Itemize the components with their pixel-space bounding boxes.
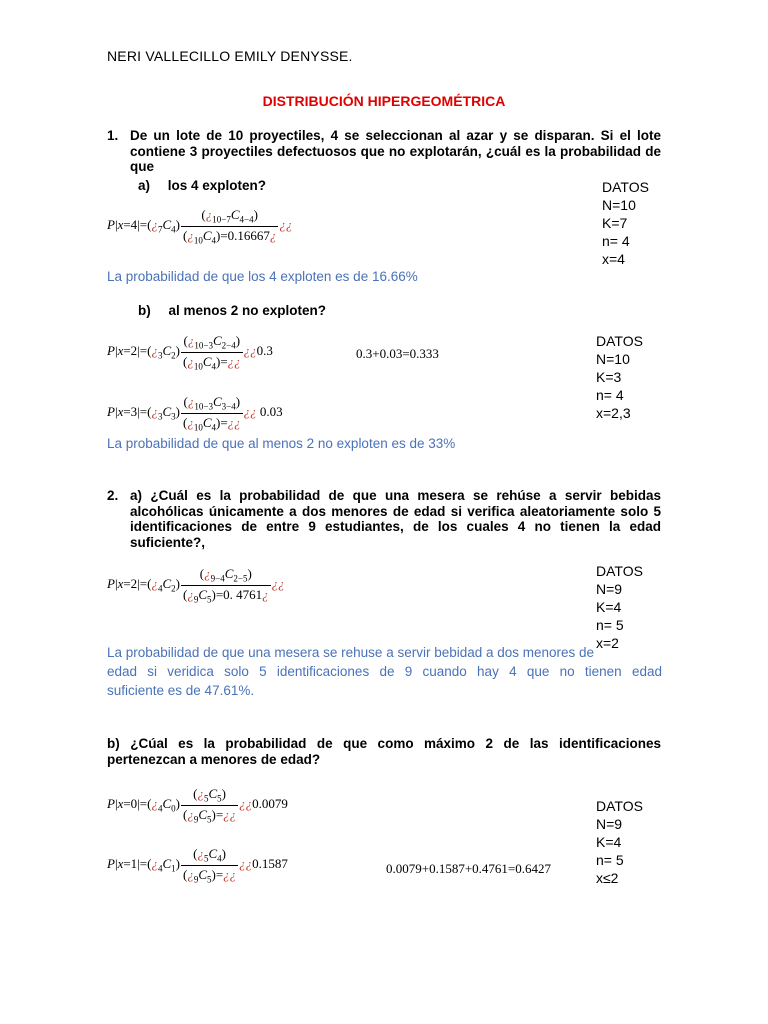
datos-heading: DATOS bbox=[596, 333, 643, 349]
q1b-result-1: 0.3 bbox=[256, 343, 273, 359]
q2b-formula-x1: $P|x=1|=(¿_4C_1)$ $\frac{(¿_5C_4)}{(¿_9C_5)=¿¿}$ ¿¿0.1587 bbox=[107, 846, 288, 885]
q2b-sum: 0.0079+0.1587+0.4761=0.6427 bbox=[386, 861, 551, 876]
datos-line: N=10 bbox=[602, 197, 636, 213]
q1b-answer: La probabilidad de que al menos 2 no exploten es de 33% bbox=[107, 436, 456, 451]
q1a-formula: $P|x=4|=(¿_7C_4)$ $\frac{(¿_{10-7}C_{4-4})}{(¿_{10}C_4)=0.16667¿}$ ¿¿ bbox=[107, 207, 293, 246]
q1b-datos bbox=[596, 332, 643, 422]
q1b-text: al menos 2 no exploten? bbox=[168, 303, 327, 318]
question-1 bbox=[0, 128, 768, 178]
q1a-text: los 4 exploten? bbox=[167, 178, 267, 193]
q1a-datos bbox=[602, 178, 649, 268]
author-name: NERI VALLECILLO EMILY DENYSSE. bbox=[107, 48, 353, 64]
datos-line: n= 5 bbox=[596, 617, 624, 633]
q1b-prompt bbox=[138, 303, 326, 318]
datos-line: x=4 bbox=[602, 251, 625, 267]
q2a-answer-line-1: La probabilidad de que una mesera se rehuse a servir bebidad a dos menores de bbox=[107, 645, 595, 660]
q2a-answer-line-2: edad si veridica solo 5 identificaciones de 9 cuando hay 4 que no tienen edad bbox=[107, 664, 662, 679]
datos-line: K=3 bbox=[596, 369, 622, 385]
datos-line: x≤2 bbox=[596, 870, 619, 886]
q2b-result-1: 0.1587 bbox=[252, 856, 288, 872]
q2a-datos bbox=[596, 562, 643, 652]
q2a-result: 0. 4761 bbox=[223, 586, 263, 602]
datos-line: N=9 bbox=[596, 816, 623, 832]
datos-line: K=7 bbox=[602, 215, 628, 231]
datos-heading: DATOS bbox=[602, 179, 649, 195]
document-title: DISTRIBUCIÓN HIPERGEOMÉTRICA bbox=[262, 93, 506, 109]
datos-line: K=4 bbox=[596, 834, 622, 850]
q1b-formula-x3: $P|x=3|=(¿_3C_3)$ $\frac{(¿_{10-3}C_{3-4})}{(¿_{10}C_4)=¿¿}$ ¿¿ 0.03 bbox=[107, 394, 283, 433]
q2a-answer-line-3: suficiente es de 47.61%. bbox=[107, 683, 255, 698]
q1b-formula-x2: $P|x=2|=(¿_3C_2)$ $\frac{(¿_{10-3}C_{2-4})}{(¿_{10}C_4)=¿¿}$ ¿¿0.3 bbox=[107, 333, 273, 372]
q1a-result: 0.16667 bbox=[227, 227, 270, 243]
q1b-label: b) bbox=[138, 303, 151, 318]
question-1-text: De un lote de 10 proyectiles, 4 se seleccionan al azar y se disparan. Si el lote contiene 3 proyectiles defectuosos que no explotarán, ¿cuál es la probabilidad de que bbox=[130, 128, 661, 174]
datos-line: N=9 bbox=[596, 581, 623, 597]
q2b-result-0: 0.0079 bbox=[252, 796, 288, 812]
q2a-formula: $P|x=2|=(¿_4C_2)$ $\frac{(¿_{9-4}C_{2-5})}{(¿_9C_5)=0. 4761¿}$ ¿¿ bbox=[107, 566, 285, 605]
datos-line: n= 4 bbox=[602, 233, 630, 249]
q2b-formula-x0: $P|x=0|=(¿_4C_0)$ $\frac{(¿_5C_5)}{(¿_9C_5)=¿¿}$ ¿¿0.0079 bbox=[107, 786, 288, 825]
question-1-number: 1. bbox=[107, 128, 119, 143]
q1b-result-2: 0.03 bbox=[259, 404, 283, 420]
q1b-sum: 0.3+0.03=0.333 bbox=[356, 346, 439, 361]
q2b-datos bbox=[596, 797, 643, 887]
datos-heading: DATOS bbox=[596, 798, 643, 814]
datos-line: K=4 bbox=[596, 599, 622, 615]
datos-line: x=2,3 bbox=[596, 405, 631, 421]
question-2-number: 2. bbox=[107, 488, 119, 503]
q2b-prompt: b) ¿Cúal es la probabilidad de que como máximo 2 de las identificaciones pertenezcan a menores de edad? bbox=[107, 736, 661, 767]
datos-heading: DATOS bbox=[596, 563, 643, 579]
datos-line: n= 4 bbox=[596, 387, 624, 403]
q1a-label: a) bbox=[138, 178, 151, 193]
datos-line: n= 5 bbox=[596, 852, 624, 868]
datos-line: N=10 bbox=[596, 351, 630, 367]
question-2-text: a) ¿Cuál es la probabilidad de que una mesera se rehúse a servir bebidas alcohólicas únicamente a dos menores de edad si verifica aleatoriamente solo 5 identificaciones de entre 9 estudiantes, de los cuales 4 no tienen la edad suficiente?, bbox=[130, 488, 661, 550]
q1a-answer: La probabilidad de que los 4 exploten es de 16.66% bbox=[107, 269, 418, 284]
q1a-prompt bbox=[138, 178, 266, 193]
question-2 bbox=[0, 488, 768, 552]
datos-line: x=2 bbox=[596, 635, 619, 651]
